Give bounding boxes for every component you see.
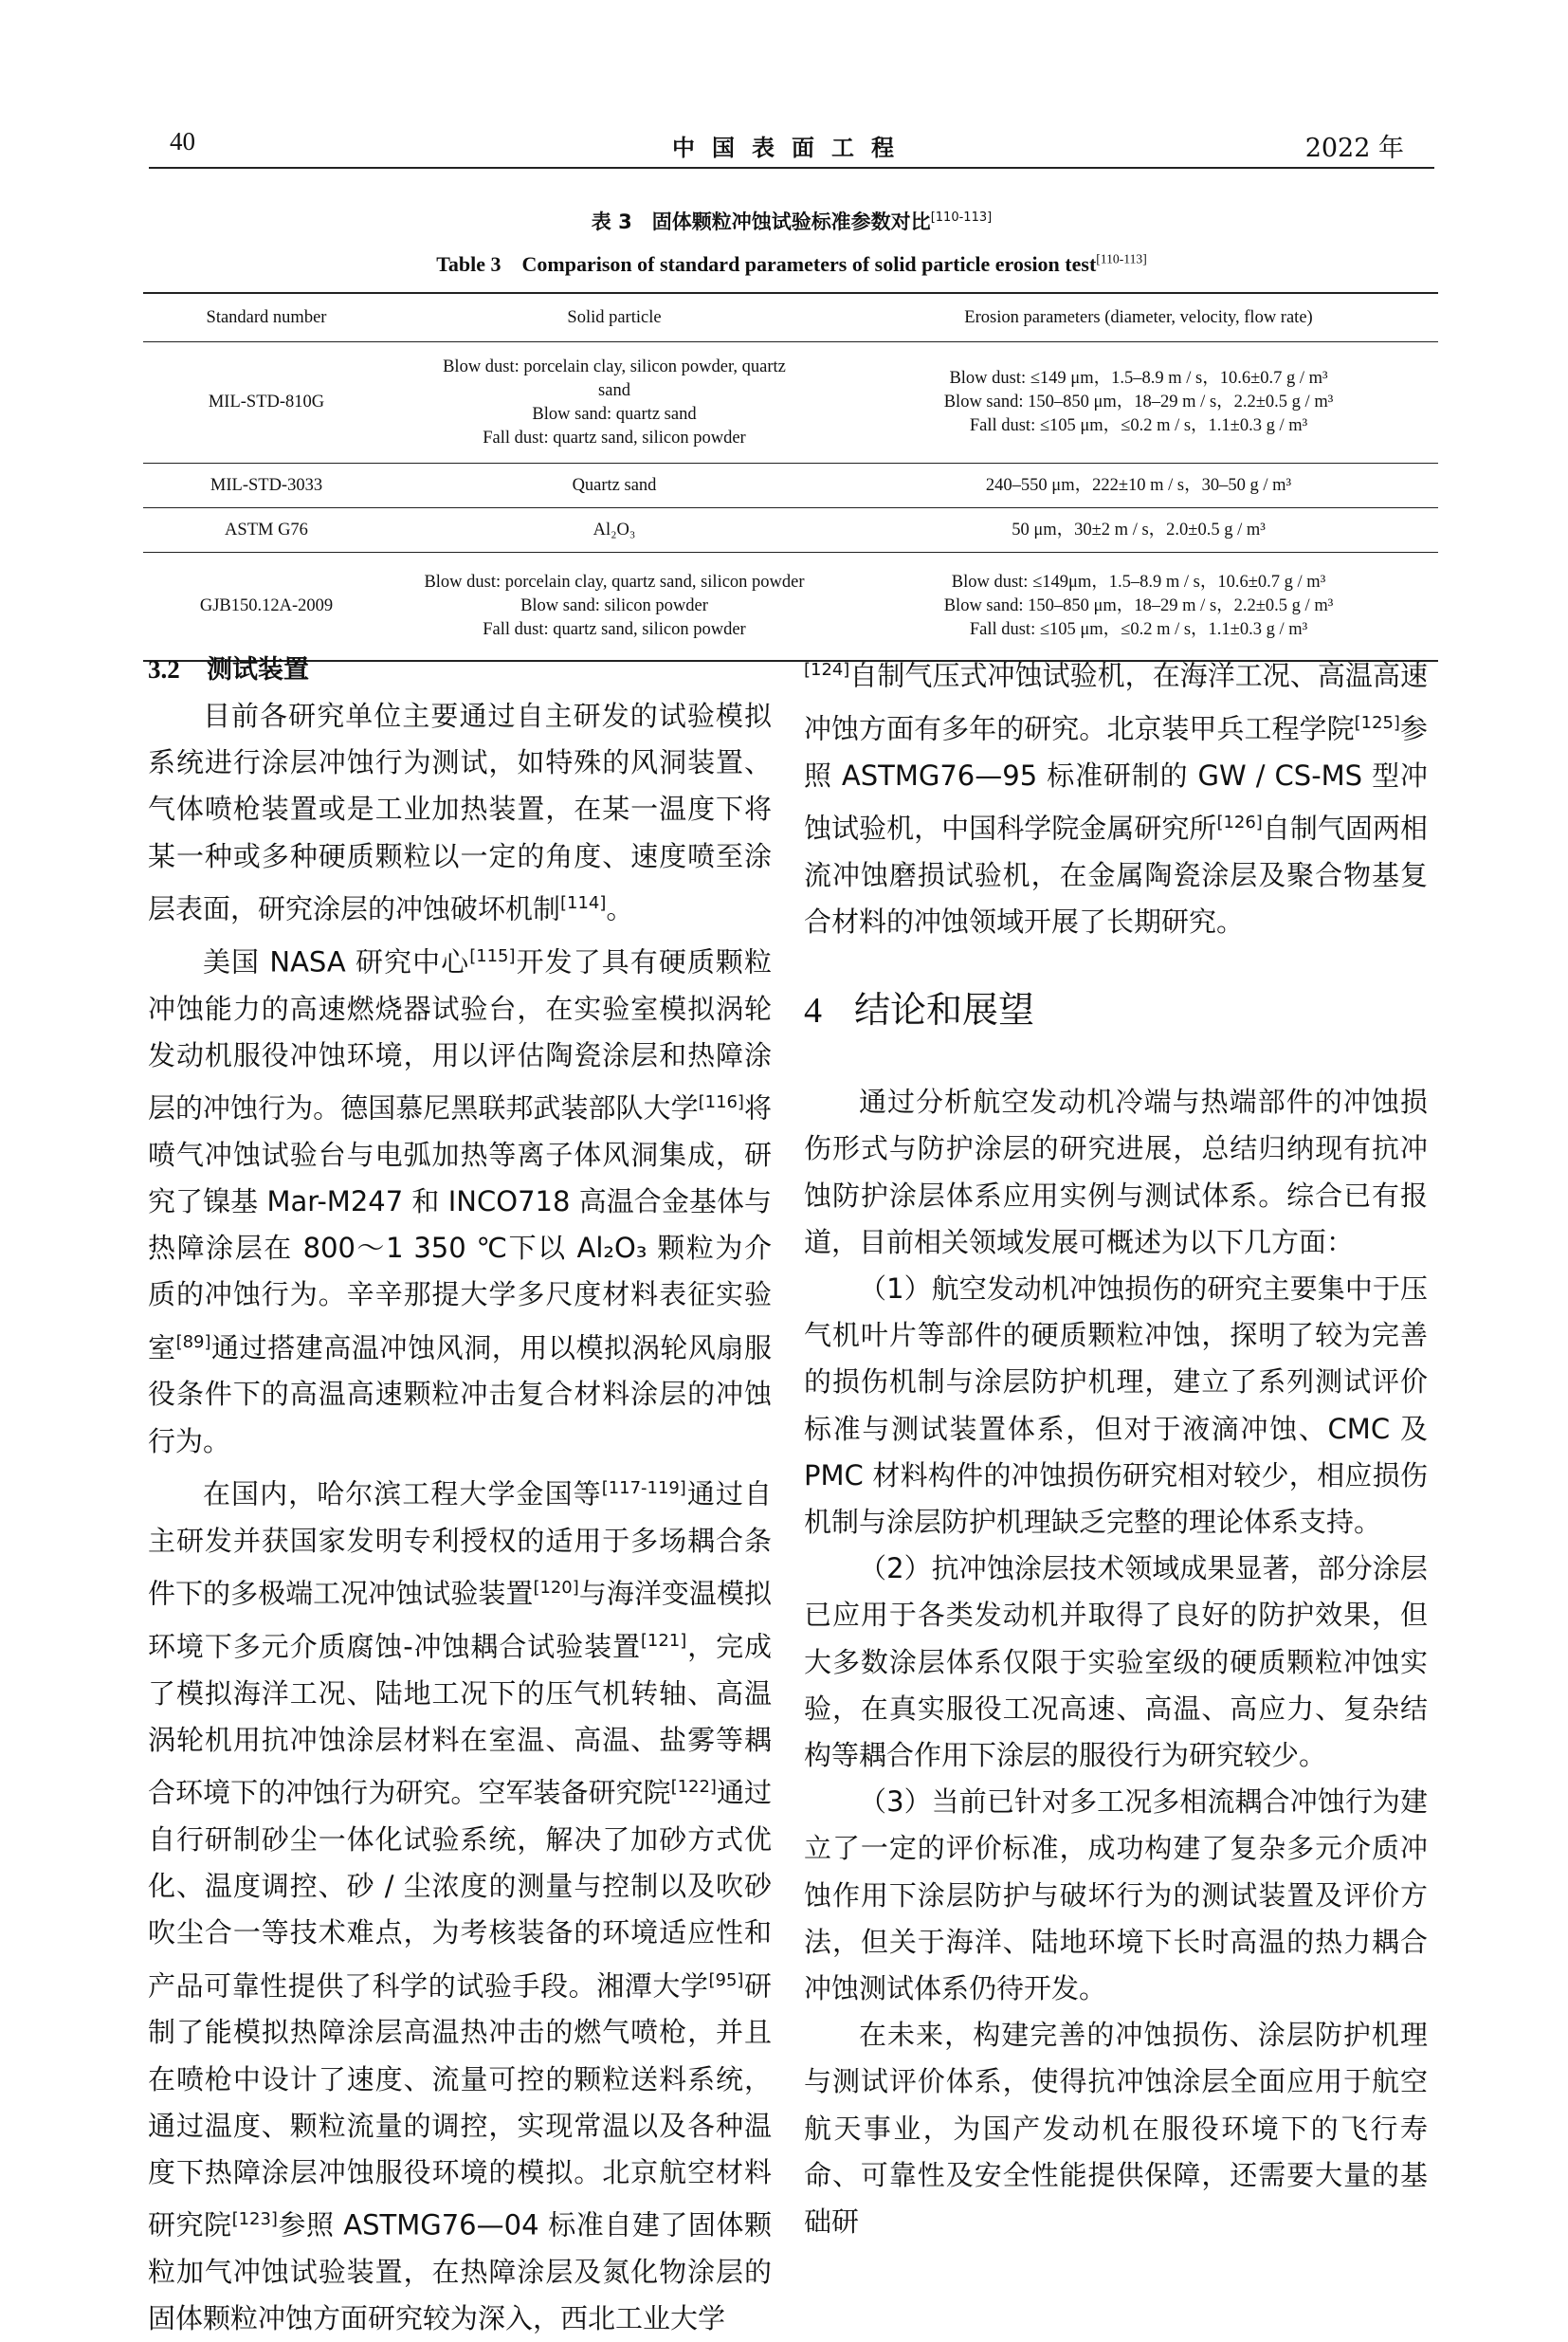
- params-cell: 240–550 μm，222±10 m / s，30–50 g / m³: [839, 464, 1438, 508]
- paragraph: （3）当前已针对多工况多相流耦合冲蚀行为建立了一定的评价标准，成功构建了复杂多元介质冲蚀作用下涂层防护与破坏行为的测试装置及评价方法，但关于海洋、陆地环境下长时高温的热力耦合冲蚀测试体系仍待开发。: [804, 1785, 1428, 2005]
- running-header: [149, 127, 1434, 165]
- issue-year: 2022 年: [1304, 134, 1404, 163]
- table-caption-en: Table 3 Comparison of standard parameters of solid particle erosion test[110-113]: [436, 251, 1147, 276]
- particle-cell: Al₂O₃: [390, 508, 839, 553]
- paragraph: 在国内，哈尔滨工程大学金国等[117-119]通过自主研发并获国家发明专利授权的适用于多场耦合条件下的多极端工况冲蚀试验装置[120]与海洋变温模拟环境下多元介质腐蚀-冲蚀耦合试验装置[121]，完成了模拟海洋工况、陆地工况下的压气机转轴、高温涡轮机用抗冲蚀涂层材料在室温、高温、盐雾等耦合环境下的冲蚀行为研究。空军装备研究院[122]通过自行研制砂尘一体化试验系统，解决了加砂方式优化、温度调控、砂 / 尘浓度的测量与控制以及吹砂吹尘合一等技术难点，为考核装备的环境适应性和产品可靠性提供了科学的试验手段。湘潭大学[95]研制了能模拟热障涂层高温热冲击的燃气喷枪，并且在喷枪中设计了速度、流量可控的颗粒送料系统，通过温度、颗粒流量的调控，实现常温以及各种温度下热障涂层冲蚀服役环境的模拟。北京航空材料研究院[123]参照 ASTMG76—04 标准自建了固体颗粒加气冲蚀试验装置，在热障涂层及氮化物涂层的固体颗粒冲蚀方面研究较为深入，西北工业大学: [148, 1477, 772, 2335]
- table-caption-cn: 表 3 固体颗粒冲蚀试验标准参数对比[110-113]: [591, 210, 993, 233]
- right-column: [804, 647, 1428, 2245]
- table-row: [143, 342, 1438, 464]
- page-number: 40: [170, 127, 195, 156]
- table-row: [143, 553, 1438, 661]
- table-header-row: [143, 293, 1438, 342]
- params-cell: Blow dust: ≤149 μm，1.5–8.9 m / s，10.6±0.7 g / m³ Blow sand: 150–850 μm，18–29 m / s，2.2±0.5 g / m³ Fall dust: ≤105 μm，≤0.2 m / s，1.1±0.3 g / m³: [839, 342, 1438, 464]
- standard-cell: GJB150.12A-2009: [143, 553, 390, 661]
- column-header: Erosion parameters (diameter, velocity, flow rate): [839, 293, 1438, 342]
- table-row: [143, 464, 1438, 508]
- left-column: [148, 647, 772, 2342]
- section-heading-4: 4 结论和展望: [804, 989, 1035, 1032]
- standard-cell: ASTM G76: [143, 508, 390, 553]
- standard-cell: MIL-STD-810G: [143, 342, 390, 464]
- standards-table: [143, 292, 1438, 662]
- params-cell: 50 μm，30±2 m / s，2.0±0.5 g / m³: [839, 508, 1438, 553]
- particle-cell: Blow dust: porcelain clay, quartz sand, silicon powder Blow sand: silicon powder Fall dust: quartz sand, silicon powder: [390, 553, 839, 661]
- paragraph: （1）航空发动机冲蚀损伤的研究主要集中于压气机叶片等部件的硬质颗粒冲蚀，探明了较为完善的损伤机制与涂层防护机理，建立了系列测试评价标准与测试装置体系，但对于液滴冲蚀、CMC 及 PMC 材料构件的冲蚀损伤研究相对较少，相应损伤机制与涂层防护机理缺乏完整的理论体系支持。: [804, 1272, 1428, 1539]
- journal-name: 中国表面工程: [672, 134, 911, 161]
- header-rule: [149, 167, 1434, 169]
- paragraph: （2）抗冲蚀涂层技术领域成果显著，部分涂层已应用于各类发动机并取得了良好的防护效果，但大多数涂层体系仅限于实验室级的硬质颗粒冲蚀实验，在真实服役工况高速、高温、高应力、复杂结构等耦合作用下涂层的服役行为研究较少。: [804, 1552, 1428, 1772]
- paragraph-continued: [124]自制气压式冲蚀试验机，在海洋工况、高温高速冲蚀方面有多年的研究。北京装甲兵工程学院[125]参照 ASTMG76—95 标准研制的 GW / CS-MS 型冲蚀试验机，中国科学院金属研究所[126]自制气固两相流冲蚀磨损试验机，在金属陶瓷涂层及聚合物基复合材料的冲蚀领域开展了长期研究。: [804, 659, 1428, 938]
- paragraph: 美国 NASA 研究中心[115]开发了具有硬质颗粒冲蚀能力的高速燃烧器试验台，在实验室模拟涡轮发动机服役冲蚀环境，用以评估陶瓷涂层和热障涂层的冲蚀行为。德国慕尼黑联邦武装部队大学[116]将喷气冲蚀试验台与电弧加热等离子体风洞集成，研究了镍基 Mar-M247 和 INCO718 高温合金基体与热障涂层在 800～1 350 ℃下以 Al₂O₃ 颗粒为介质的冲蚀行为。辛辛那提大学多尺度材料表征实验室[89]通过搭建高温冲蚀风洞，用以模拟涡轮风扇服役条件下的高温高速颗粒冲击复合材料涂层的冲蚀行为。: [148, 945, 772, 1457]
- section-heading-3-2: 3.2 测试装置: [148, 655, 309, 685]
- standard-cell: MIL-STD-3033: [143, 464, 390, 508]
- paragraph: 通过分析航空发动机冷端与热端部件的冲蚀损伤形式与防护涂层的研究进展，总结归纳现有抗冲蚀防护涂层体系应用实例与测试体系。综合已有报道，目前相关领域发展可概述为以下几方面：: [804, 1086, 1428, 1258]
- params-cell: Blow dust: ≤149μm，1.5–8.9 m / s，10.6±0.7 g / m³ Blow sand: 150–850 μm，18–29 m / s，2.2±0.5 g / m³ Fall dust: ≤105 μm，≤0.2 m / s，1.1±0.3 g / m³: [839, 553, 1438, 661]
- paragraph: 在未来，构建完善的冲蚀损伤、涂层防护机理与测试评价体系，使得抗冲蚀涂层全面应用于航空航天事业，为国产发动机在服役环境下的飞行寿命、可靠性及安全性能提供保障，还需要大量的基础研: [804, 2019, 1428, 2239]
- particle-cell: Blow dust: porcelain clay, silicon powder, quartz sand Blow sand: quartz sand Fall dust: quartz sand, silicon powder: [390, 342, 839, 464]
- table-row: [143, 508, 1438, 553]
- column-header: Solid particle: [390, 293, 839, 342]
- particle-cell: Quartz sand: [390, 464, 839, 508]
- paragraph: 目前各研究单位主要通过自主研发的试验模拟系统进行涂层冲蚀行为测试，如特殊的风洞装置、气体喷枪装置或是工业加热装置，在某一温度下将某一种或多种硬质颗粒以一定的角度、速度喷至涂层表面，研究涂层的冲蚀破坏机制[114]。: [148, 700, 772, 925]
- column-header: Standard number: [143, 293, 390, 342]
